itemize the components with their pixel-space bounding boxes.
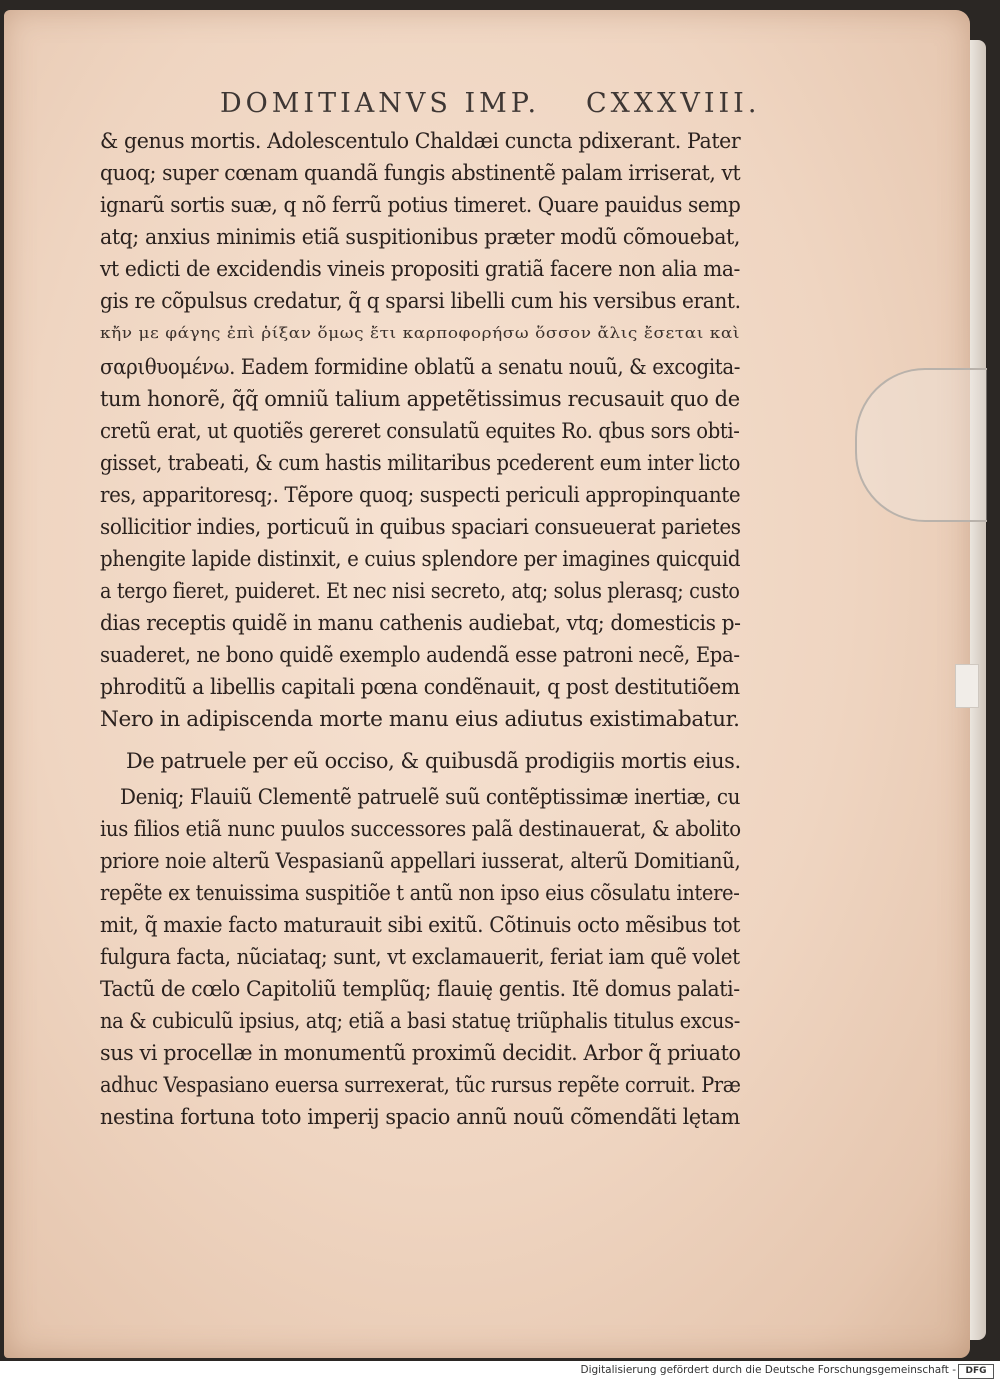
text-line: dias receptis quidẽ in manu cathenis audiebat, vtq; domesticis p-	[100, 611, 741, 635]
text-line: fulgura facta, nũciataq; sunt, vt exclamauerit, feriat iam quẽ volet	[100, 945, 740, 969]
text-line: quoq; super cœnam quandã fungis abstinentẽ palam irriserat, vt	[100, 161, 741, 185]
text-line: tum honorẽ, q̃q̃ omniũ talium appetẽtissimus recusauit quo de	[100, 387, 740, 411]
text-line: phengite lapide distinxit, e cuius splendore per imagines quicquid	[100, 547, 741, 571]
text-line: sollicitior indies, porticuũ in quibus spaciari consueuerat parietes	[100, 515, 741, 539]
text-line: mit, q̃ maxie facto maturauit sibi exitũ. Cõtinuis octo mẽsibus tot	[100, 913, 741, 937]
text-line: gis re cõpulsus credatur, q̃ q sparsi libelli cum his versibus erant.	[100, 289, 741, 313]
text-line: priore noie alterũ Vespasianũ appellari iusserat, alterũ Domitianũ,	[100, 849, 741, 873]
text-line: Nero in adipiscenda morte manu eius adiutus existimabatur.	[100, 707, 740, 731]
page-tab-small	[955, 664, 979, 708]
folio-number: CXXXVIII.	[586, 88, 761, 119]
text-line: sus vi procellæ in monumentũ proximũ decidit. Arbor q̃ priuato	[100, 1041, 741, 1065]
text-line: Deniq; Flauiũ Clementẽ patruelẽ suũ contẽptissimæ inertiæ, cu	[120, 785, 741, 809]
text-line: σαριθυομένω. Eadem formidine oblatũ a senatu nouũ, & excogita-	[100, 355, 741, 379]
text-line: ius filios etiã nunc puulos successores palã destinauerat, & abolito	[100, 817, 741, 841]
page-tab-marker	[855, 368, 987, 522]
text-line: vt edicti de excidendis vineis propositi gratiã facere non alia ma-	[100, 257, 741, 281]
funding-credit: Digitalisierung gefördert durch die Deutsche Forschungsgemeinschaft -	[580, 1364, 956, 1376]
text-line: Tactũ de cœlo Capitoliũ templũq; flauię gentis. Itẽ domus palati-	[100, 977, 740, 1001]
text-line: cretũ erat, ut quotiẽs gereret consulatũ equites Ro. qbus sors obti-	[100, 419, 740, 443]
footer-bar	[0, 1361, 1000, 1381]
section-heading: De patruele per eũ occiso, & quibusdã prodigiis mortis eius.	[126, 749, 741, 773]
running-head-title: DOMITIANVS IMP.	[220, 88, 541, 119]
text-line: na & cubiculũ ipsius, atq; etiã a basi statuę triũphalis titulus excus-	[100, 1009, 740, 1033]
text-line: res, apparitoresq;. Tẽpore quoq; suspecti periculi appropinquante	[100, 483, 741, 507]
running-head	[220, 88, 761, 124]
text-line: nestina fortuna toto imperij spacio annũ nouũ cõmendãti lętam	[100, 1105, 740, 1129]
text-line: gisset, trabeati, & cum hastis militaribus pcederent eum inter licto	[100, 451, 741, 475]
dfg-logo: DFG	[958, 1364, 994, 1379]
text-line: a tergo fieret, puideret. Et nec nisi secreto, atq; solus plerasq; custo	[100, 579, 740, 603]
text-line: atq; anxius minimis etiã suspitionibus præter modũ cõmouebat,	[100, 225, 741, 249]
text-line: repẽte ex tenuissima suspitiõe t antũ non ipso eius cõsulatu intere-	[100, 881, 740, 905]
text-line: ignarũ sortis suæ, q nõ ferrũ potius timeret. Quare pauidus semp	[100, 193, 741, 217]
text-line: suaderet, ne bono quidẽ exemplo audendã esse patroni necẽ, Epa-	[100, 643, 740, 667]
text-line: & genus mortis. Adolescentulo Chaldæi cuncta pdixerant. Pater	[100, 129, 741, 153]
greek-verse-line: κἤν με φάγης ἐπὶ ῥίξαν ὅμως ἔτι καρποφορήσω ὅσσον ἄλις ἔσεται καὶ	[100, 324, 741, 342]
text-line: phroditũ a libellis capitali pœna condẽnauit, q post destitutiõem	[100, 675, 740, 699]
text-line: adhuc Vespasiano euersa surrexerat, tũc rursus repẽte corruit. Præ	[100, 1073, 741, 1097]
